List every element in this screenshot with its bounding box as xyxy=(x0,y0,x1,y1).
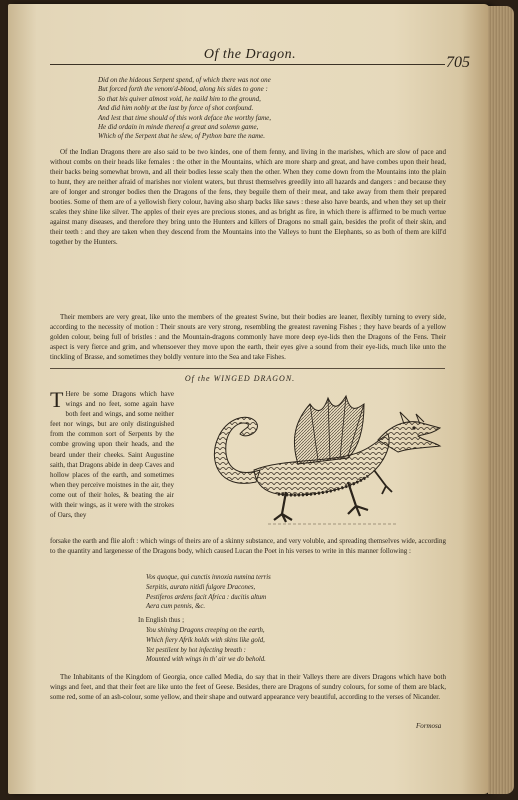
english-label: In English thus ; xyxy=(138,616,185,624)
indian-dragons-paragraph: Of the Indian Dragons there are also said to be two kindes, one of them fenny, and living in the marishes, which are slow of pace and without combs on their heads like females : the other in the Mountains, which are more sharp and great, and have combes upon their head, their backs being somewhat brown, and all their bodies lesse scaly then the other. When they come down from the Mountains into the plain to hunt, they are neither afraid of marishes nor violent waters, but thrust themselves greedily into all hazards and dangers : and because they are of longer and stronger bodies then the Dragons of the fens, they beguile them of their meat, and take away from them their prepared booties. Some of them are of a yellowish fiery colour, having also sharp backs like saws : these also have beards, and when they set up their scales they shine like silver. The apples of their eyes are precious stones, and as bright as fire, in which there is affirmed to be much vertue against many diseases, and therefore they bring unto the Hunters and killers of Dragons no small gain, besides the profit of their skin, and their teeth : and they are taken when they descend from the Mountains into the Valleys to hunt the Elephants, so as both of them are kill'd together by the Hunters. xyxy=(50,148,446,246)
winged-dragon-text: Here be some Dragons which have wings and no feet, some again have both feet and wings, and some neither feet nor wings, but are only distinguished from the common sort of Serpents by the combe growing upon their heads, and the beard under their cheeks. Saint Augustine saith, that Dragons abide in deep Caves and hollow places of the earth, and sometimes when they perceive moistnes in the air, they come out of their holes, & beating the air with their wings, as it were with the strokes of Oars, they xyxy=(50,390,174,520)
verse-line: And lest that time should of this work deface the worthy fame, xyxy=(98,113,272,122)
verse-line: You shining Dragons creeping on the earth, xyxy=(146,627,265,634)
ovid-verse xyxy=(98,76,418,142)
header-rule xyxy=(50,64,445,65)
wings-paragraph: forsake the earth and flie aloft : which wings of theirs are of a skinny substance, and very voluble, and spreading themselves wide, according to the quantity and largenesse of the Dragons body, which caused Lucan the Poet in his verses to write in this manner following : xyxy=(50,537,446,555)
verse-line: So that his quiver almost void, he naild him to the ground, xyxy=(98,94,261,103)
verse-line: Did on the hideous Serpent spend, of which there was not one xyxy=(98,76,271,84)
verse-line: But forced forth the venom'd-blood, along his sides to gone : xyxy=(98,85,268,94)
lucan-english-verse xyxy=(146,626,446,665)
page-number: 705 xyxy=(446,54,470,71)
georgia-paragraph: The Inhabitants of the Kingdom of Georgia, once called Media, do say that in their Valleys there are divers Dragons which have both wings and feet, and that their feet are like unto the feet of Geese. Besides, there are Dragons of sundry colours, for some of them are black, some red, some of an ash-colour, some yellow, and their shape and outward appearance very beautiful, according to the verses of Nicander. xyxy=(50,673,446,701)
verse-line: And did him nobly at the last by force of shot confound. xyxy=(98,104,254,113)
running-header: Of the Dragon. xyxy=(203,47,297,62)
verse-line: Yet pestilent by hot infecting breath : xyxy=(146,646,246,654)
dragon-leg xyxy=(374,470,392,494)
page-edges xyxy=(488,6,514,794)
book-page xyxy=(8,4,490,794)
verse-line: Aera cum pennis, &c. xyxy=(146,603,206,611)
dragon-leg xyxy=(274,492,292,522)
verse-line: Vos quoque, qui cunctis innoxia numina terris xyxy=(146,574,271,581)
dragon-leg xyxy=(348,482,368,516)
verse-line: Serpitis, aurato nitidi fulgore Dracones, xyxy=(146,583,256,591)
section-rule xyxy=(50,368,445,369)
winged-dragon-column xyxy=(50,389,174,520)
lucan-latin-verse xyxy=(146,573,446,612)
verse-line: He did ordain in minde thereof a great and solemn game, xyxy=(98,123,259,132)
dragon-tail xyxy=(214,417,260,483)
verse-line: Which fiery Afrik holds with skins like gold, xyxy=(146,636,265,644)
catchword: Formosa xyxy=(416,722,442,730)
members-paragraph: Their members are very great, like unto the members of the greatest Swine, but their bodies are leaner, flexibly turning to every side, according to the necessity of motion : Their snouts are very strong, resembling the greatest ravening Fishes ; they have beards of a yellow golden colour, being full of bristles : and the Mountain-dragons commonly have more deep eye-lids then the Dragons of the Fens. Their aspect is very fierce and grim, and whensoever they move upon the earth, their eyes give a sound from their eye-lids, much like unto the tinckling of Brasse, and sometimes they boldly venture into the Sea and take Fishes. xyxy=(50,313,446,361)
verse-line: Which of the Serpent that he slew, of Python bare the name. xyxy=(98,132,265,141)
winged-dragon-woodcut xyxy=(178,390,446,535)
verse-line: Mounted with wings in th' air we do behold. xyxy=(146,656,266,664)
drop-cap: T xyxy=(50,387,64,412)
section-title: Of the WINGED DRAGON. xyxy=(184,374,296,383)
verse-line: Pestiferos ardens facit Africa : ducitis altum xyxy=(146,593,267,601)
